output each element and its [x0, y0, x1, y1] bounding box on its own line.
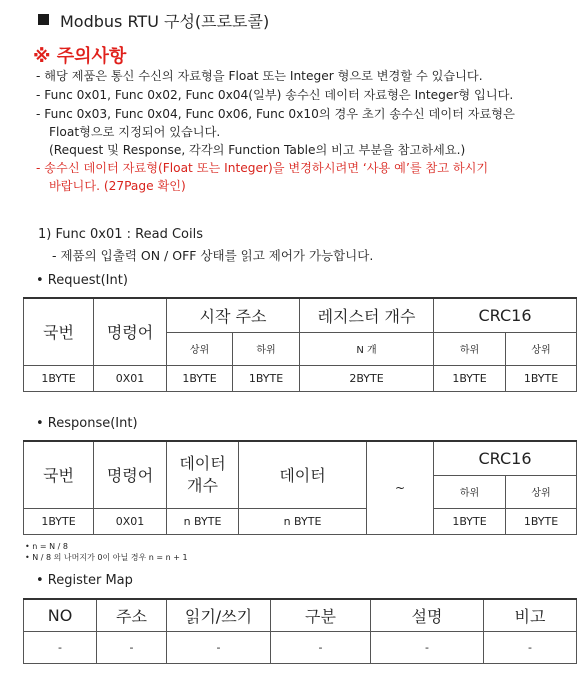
request-header-register-count: 레지스터 개수: [300, 298, 434, 332]
response-header-station: 국번: [24, 441, 94, 508]
table-cell: -: [484, 631, 577, 663]
table-cell: 1BYTE: [24, 365, 94, 391]
request-header-station: 국번: [24, 298, 94, 365]
request-table: [23, 297, 577, 392]
response-tilde: ~: [367, 441, 434, 534]
request-sub-n: N 개: [300, 332, 434, 365]
table-cell: 0X01: [94, 508, 167, 534]
register-map-table: [23, 598, 577, 664]
register-map-header-description: 설명: [371, 599, 484, 631]
footnote-2: • N / 8 의 나머지가 0이 아닐 경우 n = n + 1: [25, 553, 188, 562]
response-sub-crc-high: 상위: [506, 475, 577, 508]
response-header-command: 명령어: [94, 441, 167, 508]
func01-description: - 제품의 입출력 ON / OFF 상태를 읽고 제어가 가능합니다.: [52, 248, 374, 263]
response-label: • Response(Int): [36, 416, 138, 431]
caution-line-2: - Func 0x01, Func 0x02, Func 0x04(일부) 송수신 데이터 자료형은 Integer형 입니다.: [36, 88, 514, 102]
register-map-header-address: 주소: [97, 599, 167, 631]
table-cell: n BYTE: [167, 508, 239, 534]
request-sub-low: 하위: [233, 332, 300, 365]
table-cell: 1BYTE: [506, 508, 577, 534]
request-label: • Request(Int): [36, 273, 128, 288]
table-cell: 1BYTE: [167, 365, 233, 391]
caution-line-7: 바랍니다. (27Page 확인): [49, 179, 186, 193]
caution-line-1: - 해당 제품은 통신 수신의 자료형을 Float 또는 Integer 형으로 변경할 수 있습니다.: [36, 69, 483, 83]
table-cell: 1BYTE: [24, 508, 94, 534]
response-header-crc: CRC16: [434, 441, 577, 475]
table-cell: n BYTE: [239, 508, 367, 534]
register-map-header-remarks: 비고: [484, 599, 577, 631]
table-cell: 0X01: [94, 365, 167, 391]
request-sub-crc-high: 상위: [506, 332, 577, 365]
caution-title: ※ 주의사항: [33, 46, 127, 67]
request-header-start-address: 시작 주소: [167, 298, 300, 332]
response-header-data-count: 데이터 개수: [167, 441, 239, 508]
response-sub-crc-low: 하위: [434, 475, 506, 508]
register-map-header-type: 구분: [271, 599, 371, 631]
table-cell: -: [371, 631, 484, 663]
square-bullet-icon: [38, 14, 49, 25]
table-cell: 1BYTE: [506, 365, 577, 391]
response-header-data: 데이터: [239, 441, 367, 508]
register-map-label: • Register Map: [36, 573, 133, 588]
table-cell: -: [167, 631, 271, 663]
table-cell: -: [271, 631, 371, 663]
table-cell: 2BYTE: [300, 365, 434, 391]
table-cell: -: [97, 631, 167, 663]
request-sub-high: 상위: [167, 332, 233, 365]
table-cell: 1BYTE: [434, 365, 506, 391]
register-map-header-no: NO: [24, 599, 97, 631]
caution-line-6: - 송수신 데이터 자료형(Float 또는 Integer)을 변경하시려면 ‘사용 예’를 참고 하시기: [36, 161, 489, 175]
request-header-command: 명령어: [94, 298, 167, 365]
caution-line-4: Float형으로 지정되어 있습니다.: [49, 125, 221, 139]
table-cell: 1BYTE: [434, 508, 506, 534]
func01-heading: 1) Func 0x01 : Read Coils: [38, 227, 203, 242]
request-sub-crc-low: 하위: [434, 332, 506, 365]
footnote-1: • n = N / 8: [25, 542, 68, 551]
table-cell: -: [24, 631, 97, 663]
caution-line-5: (Request 및 Response, 각각의 Function Table의 비고 부분을 참고하세요.): [49, 143, 466, 157]
response-table: [23, 440, 577, 535]
register-map-header-read-write: 읽기/쓰기: [167, 599, 271, 631]
caution-line-3: - Func 0x03, Func 0x04, Func 0x06, Func 0x10의 경우 초기 송수신 데이터 자료형은: [36, 107, 515, 121]
page-title: Modbus RTU 구성(프로토콜): [60, 12, 270, 31]
request-header-crc: CRC16: [434, 298, 577, 332]
table-cell: 1BYTE: [233, 365, 300, 391]
